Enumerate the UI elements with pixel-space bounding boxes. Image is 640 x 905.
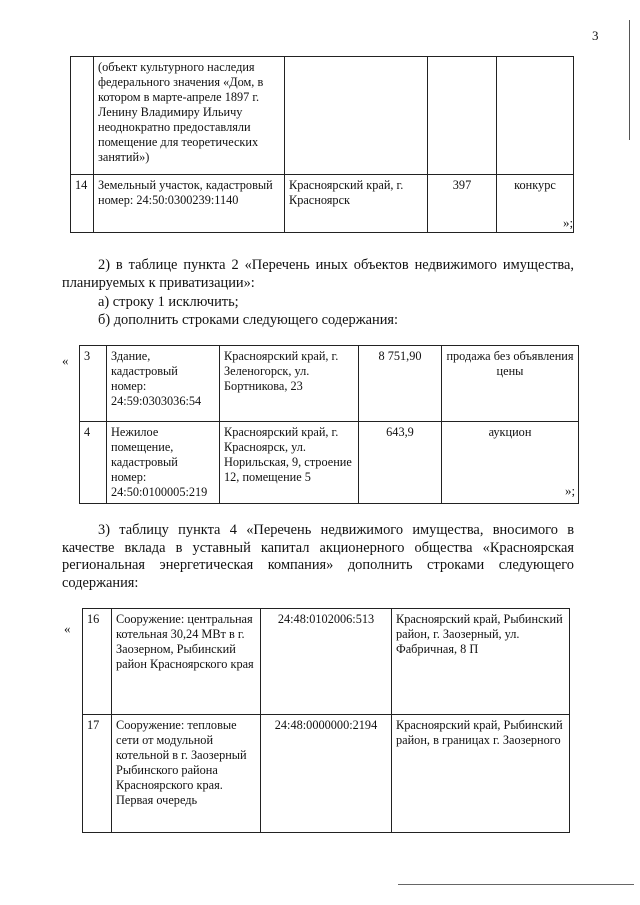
object-name-cell: Сооружение: центральная котельная 30,24 МВт в г. Заозерном, Рыбинский район Красноярского края <box>112 609 261 715</box>
location-cell: Красноярский край, Рыбинский район, в границах г. Заозерного <box>392 715 570 833</box>
method-cell <box>497 57 574 175</box>
cadastral-number-cell: 24:48:0102006:513 <box>261 609 392 715</box>
method-cell: продажа без объявления цены <box>442 346 579 422</box>
location-cell <box>285 57 428 175</box>
area-cell: 643,9 <box>359 422 442 504</box>
table-contribution-additions <box>82 608 570 833</box>
row-number-cell: 3 <box>80 346 107 422</box>
opening-quote: « <box>62 353 69 368</box>
closing-quote: »; <box>565 483 576 498</box>
object-name-cell: (объект культурного наследия федерального значения «Дом, в котором в марте-апреле 1897 г. Ленину Владимиру Ильичу неоднократно предоставляли помещение для теоретических занятий») <box>94 57 285 175</box>
table-row <box>80 422 579 504</box>
object-name-cell: Земельный участок, кадастровый номер: 24:50:0300239:1140 <box>94 175 285 233</box>
area-cell: 8 751,90 <box>359 346 442 422</box>
location-cell: Красноярский край, г. Красноярск, ул. Норильская, 9, строение 12, помещение 5 <box>220 422 359 504</box>
row-number-cell <box>71 57 94 175</box>
table-row <box>83 715 570 833</box>
paragraph-2-item-b: б) дополнить строками следующего содержания: <box>98 312 399 328</box>
paragraph-3: 3) таблицу пункта 4 «Перечень недвижимого имущества, вносимого в качестве вклада в уставный капитал акционерного общества «Красноярская региональная энергетическая компания» дополнить строками следующего содержания: <box>62 522 574 591</box>
row-number-cell: 14 <box>71 175 94 233</box>
table-continuation <box>70 56 574 233</box>
table-row <box>83 609 570 715</box>
row-number-cell: 4 <box>80 422 107 504</box>
table-privatization-additions <box>79 345 579 504</box>
paragraph-2-intro: 2) в таблице пункта 2 «Перечень иных объектов недвижимого имущества, планируемых к приватизации»: <box>62 257 574 291</box>
closing-quote: »; <box>563 215 574 230</box>
table-row <box>80 346 579 422</box>
method-cell: аукцион <box>442 422 579 504</box>
object-name-cell: Нежилое помещение, кадастровый номер: 24:50:0100005:219 <box>107 422 220 504</box>
page-number: 3 <box>592 28 599 43</box>
cadastral-number-cell: 24:48:0000000:2194 <box>261 715 392 833</box>
scan-edge-line <box>629 20 630 140</box>
scan-edge-line <box>398 884 634 885</box>
area-cell: 397 <box>428 175 497 233</box>
table-row <box>71 57 574 175</box>
opening-quote: « <box>64 621 71 636</box>
object-name-cell: Сооружение: тепловые сети от модульной котельной в г. Заозерный Рыбинского района Красноярского края. Первая очередь <box>112 715 261 833</box>
method-cell: конкурс <box>497 175 574 233</box>
row-number-cell: 17 <box>83 715 112 833</box>
area-cell <box>428 57 497 175</box>
object-name-cell: Здание, кадастровый номер: 24:59:0303036:54 <box>107 346 220 422</box>
row-number-cell: 16 <box>83 609 112 715</box>
paragraph-2-item-a: а) строку 1 исключить; <box>98 294 239 310</box>
location-cell: Красноярский край, Рыбинский район, г. Заозерный, ул. Фабричная, 8 П <box>392 609 570 715</box>
location-cell: Красноярский край, г. Красноярск <box>285 175 428 233</box>
location-cell: Красноярский край, г. Зеленогорск, ул. Бортникова, 23 <box>220 346 359 422</box>
table-row <box>71 175 574 233</box>
